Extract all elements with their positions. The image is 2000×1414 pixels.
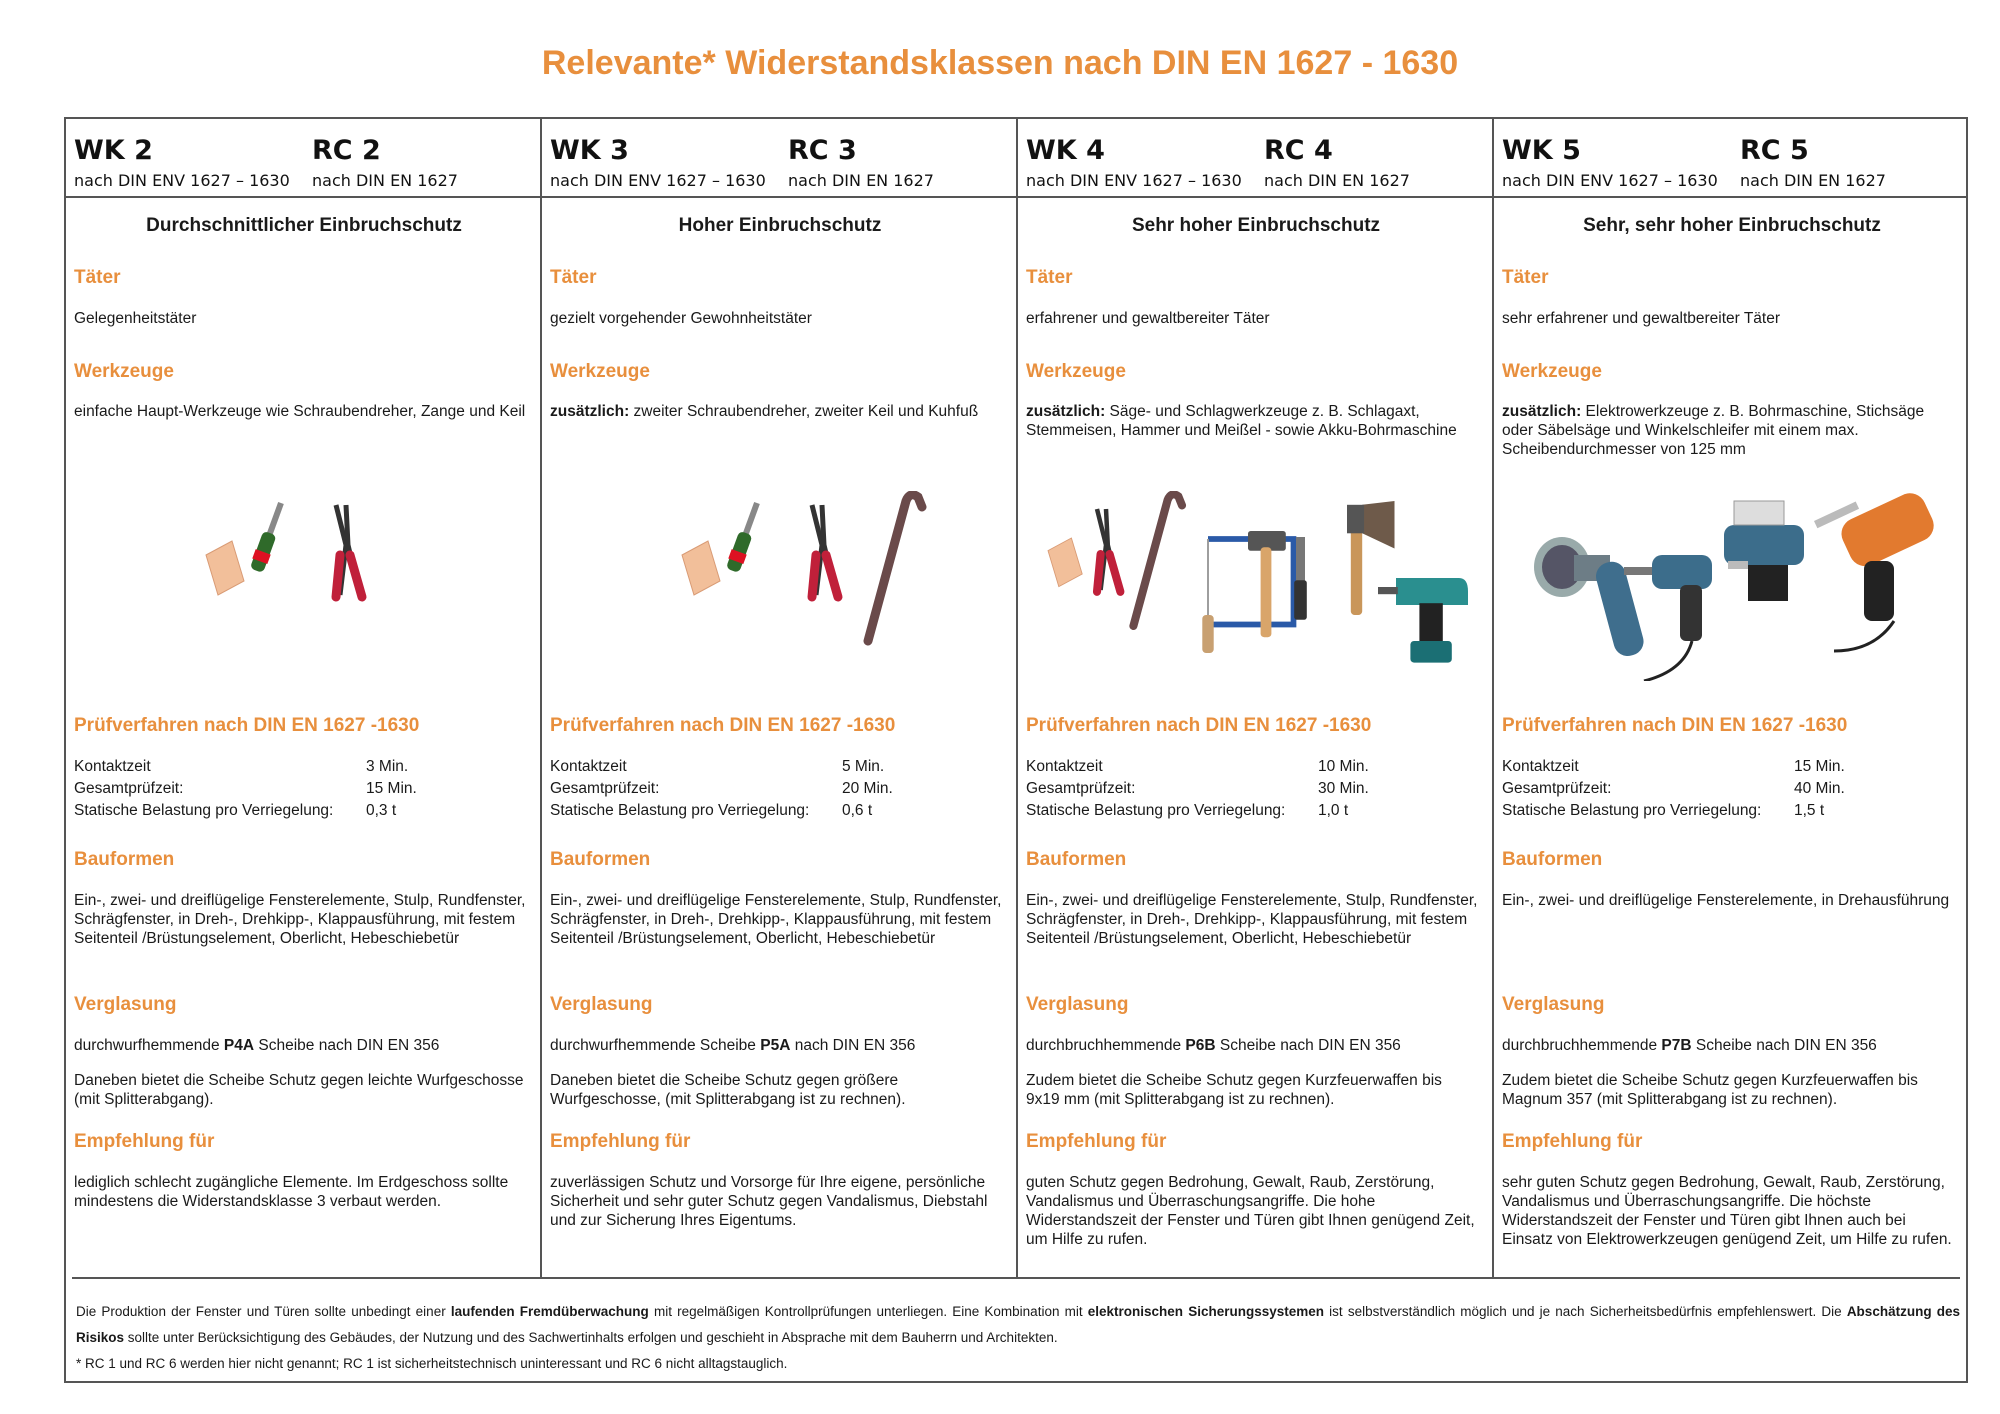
page-title: Relevante* Widerstandsklassen nach DIN EN 1627 - 1630 [541,44,1459,82]
tools-illustration [1494,491,1970,681]
heading-bauformen: Bauformen [550,849,651,870]
tools-illustration [542,491,1018,681]
verglasung-info: Zudem bietet die Scheibe Schutz gegen Kurzfeuerwaffen bis 9x19 mm (mit Splitterabgang ist zu rechnen). [1026,1072,1442,1108]
verglasung-pre: durchwurfhemmende [74,1037,224,1054]
tools-illustration [1018,491,1494,681]
verglasung-pre: durchbruchhemmende [1502,1037,1662,1054]
wk-class: WK 2 [74,135,153,166]
bauformen-text: Ein-, zwei- und dreiflügelige Fensterelemente, Stulp, Rundfenster, Schrägfenster, in Dreh-, Drehkipp-, Klappausführung, mit festem Seitenteil /Brüstungselement, Oberlicht, Hebeschiebetür [74,892,526,947]
bauformen-text: Ein-, zwei- und dreiflügelige Fensterelemente, Stulp, Rundfenster, Schrägfenster, in Dreh-, Drehkipp-, Klappausführung, mit festem Seitenteil /Brüstungselement, Oberlicht, Hebeschiebetür [1026,892,1478,947]
glass-class: P4A [223,1037,255,1054]
wk-class: WK 4 [1026,135,1105,166]
wedge-icon [206,541,244,595]
bauformen-text: Ein-, zwei- und dreiflügelige Fensterelemente, in Drehausführung [1502,892,1950,909]
belastung-label: Statische Belastung pro Verriegelung: [1502,802,1762,819]
rc-norm: nach DIN EN 1627 [788,171,934,190]
heading-verglasung: Verglasung [1026,994,1129,1015]
verglasung-text [1026,1036,1478,1055]
verglasung-post: Scheibe nach DIN EN 356 [1215,1037,1401,1054]
kontaktzeit-value: 10 Min. [1318,758,1369,775]
kontaktzeit-label: Kontaktzeit [1502,758,1579,775]
gesamtpruefzeit-label: Gesamtprüfzeit: [1502,780,1612,797]
heading-pruefverfahren: Prüfverfahren nach DIN EN 1627 -1630 [1026,715,1372,736]
tools-illustration [66,491,542,681]
heading-verglasung: Verglasung [74,994,177,1015]
screwdriver-icon [250,502,284,573]
heading-werkzeuge: Werkzeuge [1026,361,1126,382]
column-wk2 [66,119,542,1277]
werkzeuge-text [1026,402,1478,440]
hacksaw-icon [1202,539,1293,653]
heading-empfehlung: Empfehlung für [74,1131,215,1152]
protection-level: Durchschnittlicher Einbruchschutz [146,215,462,236]
heading-werkzeuge: Werkzeuge [1502,361,1602,382]
wk-norm: nach DIN ENV 1627 – 1630 [550,171,766,190]
werkzeuge-text [74,402,526,421]
chisel-icon [1294,537,1307,620]
verglasung-pre: durchbruchhemmende [1026,1037,1186,1054]
kontaktzeit-value: 15 Min. [1794,758,1845,775]
footer-bold: Abschätzung des Risikos [76,1304,1960,1345]
wedge-icon [1048,538,1082,587]
footer-divider [72,1277,1960,1279]
verglasung-post: nach DIN EN 356 [790,1037,916,1054]
wk-norm: nach DIN ENV 1627 – 1630 [1026,171,1242,190]
verglasung-post: Scheibe nach DIN EN 356 [254,1037,440,1054]
werkzeuge-body: einfache Haupt-Werkzeuge wie Schraubendreher, Zange und Keil [74,403,526,420]
werkzeuge-text [1502,402,1954,459]
heading-verglasung: Verglasung [550,994,653,1015]
screwdriver-icon [726,502,760,573]
werkzeuge-body: Säge- und Schlagwerkzeuge z. B. Schlagaxt, Stemmeisen, Hammer und Meißel - sowie Akku-Bohrmaschine [1026,403,1457,439]
rc-class: RC 3 [788,135,857,166]
verglasung-text [1502,1036,1954,1055]
rc-class: RC 5 [1740,135,1809,166]
empfehlung-text: sehr guten Schutz gegen Bedrohung, Gewalt, Raub, Zerstörung, Vandalismus und Überraschungsangriffe. Die höchste Widerstandszeit der Fenster und Türen gibt Ihnen auch bei Einsatz von Elektrowerkzeugen genügend Zeit, um Hilfe zu rufen. [1502,1174,1952,1248]
reciprocating-saw-icon [1814,491,1939,651]
wedge-icon [682,541,720,595]
werkzeuge-bold: zusätzlich: [1502,403,1582,420]
kontaktzeit-label: Kontaktzeit [74,758,151,775]
heading-pruefverfahren: Prüfverfahren nach DIN EN 1627 -1630 [1502,715,1848,736]
belastung-value: 0,3 t [366,802,397,819]
werkzeuge-bold: zusätzlich: [550,403,630,420]
kontaktzeit-value: 5 Min. [842,758,885,775]
wk-class: WK 3 [550,135,629,166]
protection-level: Sehr hoher Einbruchschutz [1131,215,1381,236]
verglasung-text [550,1036,1002,1055]
empfehlung-text: guten Schutz gegen Bedrohung, Gewalt, Raub, Zerstörung, Vandalismus und Überraschungsangriffe. Die hohe Widerstandszeit der Fenster und Türen gibt Ihnen genügend Zeit, um Hilfe zu rufen. [1026,1174,1475,1248]
werkzeuge-bold: zusätzlich: [1026,403,1106,420]
footer-text: ist selbstverständlich möglich und je nach Sicherheitsbedürfnis empfehlenswert. Die [1324,1304,1847,1319]
protection-level: Hoher Einbruchschutz [678,215,882,236]
heading-pruefverfahren: Prüfverfahren nach DIN EN 1627 -1630 [74,715,420,736]
kontaktzeit-label: Kontaktzeit [550,758,627,775]
rc-norm: nach DIN EN 1627 [1264,171,1410,190]
angle-grinder-icon [1534,537,1647,659]
gesamtpruefzeit-value: 20 Min. [842,780,893,797]
kontaktzeit-label: Kontaktzeit [1026,758,1103,775]
column-wk3 [542,119,1018,1277]
heading-empfehlung: Empfehlung für [1026,1131,1167,1152]
werkzeuge-body: zweiter Schraubendreher, zweiter Keil und Kuhfuß [629,403,979,420]
jigsaw-icon [1724,501,1804,601]
pliers-icon [336,505,362,597]
wk-norm: nach DIN ENV 1627 – 1630 [1502,171,1718,190]
axe-icon [1347,501,1395,615]
empfehlung-text: zuverlässigen Schutz und Vorsorge für Ihre eigene, persönliche Sicherheit und sehr guter Schutz gegen Vandalismus, Diebstahl und zur Sicherung Ihres Eigentums. [550,1174,988,1229]
verglasung-info: Zudem bietet die Scheibe Schutz gegen Kurzfeuerwaffen bis Magnum 357 (mit Splitterabgang ist zu rechnen). [1502,1072,1918,1108]
column-wk4 [1018,119,1494,1277]
footer-text: mit regelmäßigen Kontrollprüfungen unterliegen. Eine Kombination mit [648,1304,1088,1319]
taeter-text: sehr erfahrener und gewaltbereiter Täter [1502,310,1781,327]
gesamtpruefzeit-value: 40 Min. [1794,780,1845,797]
belastung-value: 0,6 t [842,802,873,819]
verglasung-post: Scheibe nach DIN EN 356 [1691,1037,1877,1054]
pliers-icon [812,505,838,597]
crowbar-icon [1133,494,1182,626]
heading-werkzeuge: Werkzeuge [74,361,174,382]
rc-class: RC 4 [1264,135,1333,166]
classes-table [64,117,1968,1383]
verglasung-info: Daneben bietet die Scheibe Schutz gegen leichte Wurfgeschosse (mit Splitterabgang). [74,1072,524,1108]
empfehlung-text: lediglich schlecht zugängliche Elemente. Im Erdgeschoss sollte mindestens die Widerstandsklasse 3 verbaut werden. [74,1174,509,1210]
belastung-value: 1,5 t [1794,802,1825,819]
glass-class: P6B [1185,1037,1216,1054]
kontaktzeit-value: 3 Min. [366,758,409,775]
heading-werkzeuge: Werkzeuge [550,361,650,382]
werkzeuge-text [550,402,1002,421]
cordless-drill-icon [1378,578,1468,663]
footer-text: Die Produktion der Fenster und Türen sollte unbedingt einer [76,1304,451,1319]
hammer-icon [1248,531,1286,637]
heading-empfehlung: Empfehlung für [550,1131,691,1152]
heading-taeter: Täter [74,267,121,288]
footer-bold: laufenden Fremdüberwachung [450,1304,649,1319]
gesamtpruefzeit-label: Gesamtprüfzeit: [550,780,660,797]
verglasung-pre: durchwurfhemmende Scheibe [550,1037,761,1054]
werkzeuge-body: Elektrowerkzeuge z. B. Bohrmaschine, Stichsäge oder Säbelsäge und Winkelschleifer mit einem max. Scheibendurchmesser von 125 mm [1502,403,1925,458]
footer-note: * RC 1 und RC 6 werden hier nicht genannt; RC 1 ist sicherheitstechnisch uninteressant und RC 6 nicht alltagstauglich. [76,1356,788,1371]
rc-norm: nach DIN EN 1627 [312,171,458,190]
protection-level: Sehr, sehr hoher Einbruchschutz [1583,215,1881,236]
heading-bauformen: Bauformen [1026,849,1127,870]
heading-taeter: Täter [550,267,597,288]
heading-bauformen: Bauformen [1502,849,1603,870]
taeter-text: gezielt vorgehender Gewohnheitstäter [550,310,812,327]
belastung-label: Statische Belastung pro Verriegelung: [1026,802,1286,819]
rc-norm: nach DIN EN 1627 [1740,171,1886,190]
taeter-text: Gelegenheitstäter [74,310,197,327]
wk-norm: nach DIN ENV 1627 – 1630 [74,171,290,190]
footer-bold: elektronischen Sicherungssystemen [1087,1304,1325,1319]
footer-text: sollte unter Berücksichtigung des Gebäudes, der Nutzung und des Sachwertinhalts erfolgen und geschieht in Absprache mit dem Bauherrn und Architekten. [124,1330,1058,1345]
taeter-text: erfahrener und gewaltbereiter Täter [1026,310,1270,327]
heading-taeter: Täter [1026,267,1073,288]
heading-empfehlung: Empfehlung für [1502,1131,1643,1152]
footer-notes [76,1299,1960,1377]
gesamtpruefzeit-value: 15 Min. [366,780,417,797]
heading-verglasung: Verglasung [1502,994,1605,1015]
belastung-value: 1,0 t [1318,802,1349,819]
wk-class: WK 5 [1502,135,1581,166]
rc-class: RC 2 [312,135,381,166]
gesamtpruefzeit-label: Gesamtprüfzeit: [1026,780,1136,797]
gesamtpruefzeit-value: 30 Min. [1318,780,1369,797]
verglasung-info: Daneben bietet die Scheibe Schutz gegen größere Wurfgeschosse, (mit Splitterabgang ist zu rechnen). [550,1072,906,1108]
heading-taeter: Täter [1502,267,1549,288]
heading-pruefverfahren: Prüfverfahren nach DIN EN 1627 -1630 [550,715,896,736]
glass-class: P5A [760,1037,791,1054]
bauformen-text: Ein-, zwei- und dreiflügelige Fensterelemente, Stulp, Rundfenster, Schrägfenster, in Dreh-, Drehkipp-, Klappausführung, mit festem Seitenteil /Brüstungselement, Oberlicht, Hebeschiebetür [550,892,1002,947]
verglasung-text [74,1036,526,1055]
pliers-icon [1097,509,1120,592]
glass-class: P7B [1661,1037,1692,1054]
belastung-label: Statische Belastung pro Verriegelung: [74,802,334,819]
crowbar-icon [868,495,922,641]
belastung-label: Statische Belastung pro Verriegelung: [550,802,810,819]
footer-paragraph [76,1299,1960,1351]
heading-bauformen: Bauformen [74,849,175,870]
column-wk5 [1494,119,1970,1277]
gesamtpruefzeit-label: Gesamtprüfzeit: [74,780,184,797]
